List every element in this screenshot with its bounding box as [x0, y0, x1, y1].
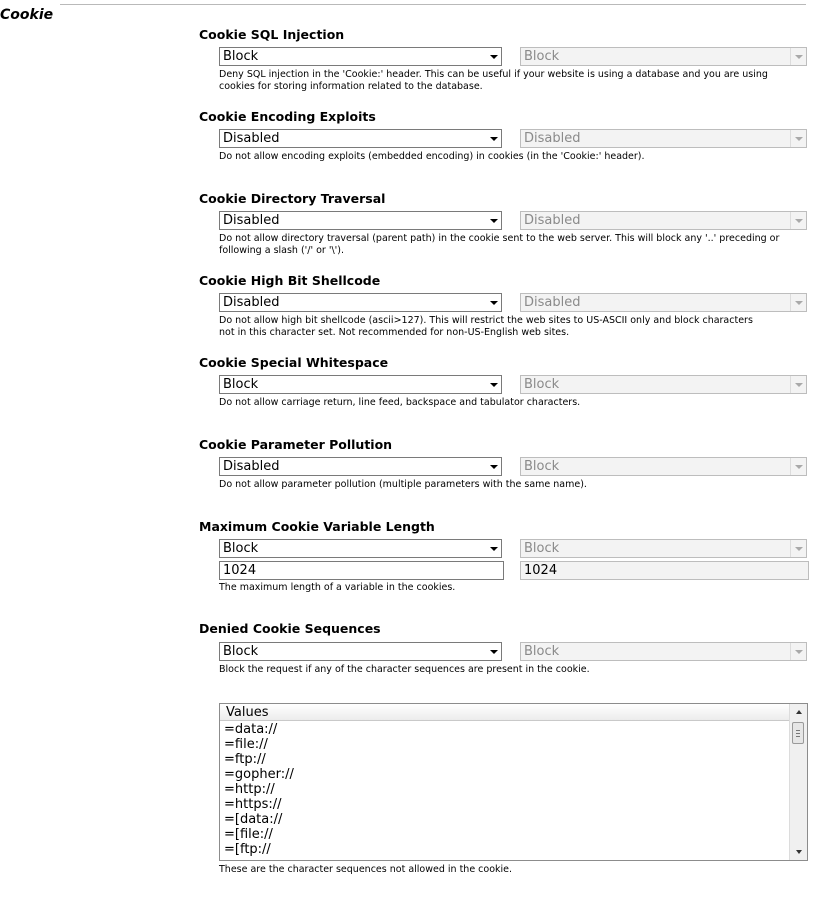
setting-description — [219, 151, 809, 163]
select-value: Block — [524, 377, 560, 392]
setting-cookie-high-bit-shellcode — [199, 273, 811, 343]
chevron-down-icon[interactable] — [486, 48, 501, 65]
sql-injection-inherited-select — [520, 47, 807, 66]
encoding-exploits-inherited-select — [520, 129, 807, 148]
select-value: Block — [524, 49, 560, 64]
setting-description — [219, 397, 809, 409]
setting-denied-cookie-sequences — [199, 621, 811, 881]
description-line: cookies for storing information related to the database. — [219, 81, 483, 92]
description-line: following a slash ('/' or '\'). — [219, 245, 345, 256]
parameter-pollution-select[interactable] — [219, 457, 502, 476]
setting-description — [219, 582, 809, 594]
select-value: Block — [223, 644, 259, 659]
setting-title: Cookie Directory Traversal — [199, 191, 386, 206]
max-variable-length-inherited-input: 1024 — [520, 561, 809, 580]
description-line: Deny SQL injection in the 'Cookie:' header. This can be useful if your website is using a database and you are using — [219, 69, 768, 80]
setting-maximum-cookie-variable-length — [199, 519, 811, 599]
chevron-down-icon — [790, 212, 806, 229]
select-value: Block — [223, 49, 259, 64]
max-variable-length-inherited-select — [520, 539, 807, 558]
setting-cookie-sql-injection — [199, 27, 811, 97]
setting-description — [219, 69, 809, 93]
values-list — [220, 722, 789, 857]
section-divider — [60, 4, 806, 5]
denied-sequences-listbox[interactable] — [219, 703, 808, 861]
setting-description — [219, 664, 809, 676]
list-item[interactable]: =file:// — [224, 737, 268, 752]
denied-sequences-inherited-select — [520, 642, 807, 661]
list-item[interactable]: =https:// — [224, 797, 282, 812]
select-value: Block — [524, 459, 560, 474]
chevron-down-icon[interactable] — [486, 540, 501, 557]
chevron-down-icon — [790, 48, 806, 65]
special-whitespace-inherited-select — [520, 375, 807, 394]
directory-traversal-inherited-select — [520, 211, 807, 230]
setting-description — [219, 479, 809, 491]
setting-title: Cookie Special Whitespace — [199, 355, 389, 370]
description-line: The maximum length of a variable in the cookies. — [219, 582, 456, 593]
setting-title: Cookie SQL Injection — [199, 27, 345, 42]
select-value: Block — [223, 377, 259, 392]
list-item[interactable]: =http:// — [224, 782, 275, 797]
chevron-down-icon — [790, 130, 806, 147]
description-line: Block the request if any of the character sequences are present in the cookie. — [219, 664, 590, 675]
setting-description — [219, 233, 809, 257]
description-line: Do not allow directory traversal (parent path) in the cookie sent to the web server. This will block any '..' preceding or — [219, 233, 780, 244]
description-line: Do not allow encoding exploits (embedded encoding) in cookies (in the 'Cookie:' header). — [219, 151, 645, 162]
select-value: Disabled — [524, 295, 581, 310]
scroll-up-icon[interactable] — [790, 704, 807, 720]
values-list-footer: These are the character sequences not allowed in the cookie. — [219, 864, 513, 875]
setting-cookie-special-whitespace — [199, 355, 811, 425]
chevron-down-icon[interactable] — [486, 294, 501, 311]
select-value: Disabled — [223, 459, 280, 474]
select-value: Disabled — [524, 131, 581, 146]
scroll-down-icon[interactable] — [790, 844, 807, 860]
description-line: Do not allow carriage return, line feed, backspace and tabulator characters. — [219, 397, 581, 408]
select-value: Block — [223, 541, 259, 556]
select-value: Disabled — [524, 213, 581, 228]
chevron-down-icon[interactable] — [486, 130, 501, 147]
description-line: not in this character set. Not recommended for non-US-English web sites. — [219, 327, 570, 338]
special-whitespace-select[interactable] — [219, 375, 502, 394]
description-line: Do not allow parameter pollution (multiple parameters with the same name). — [219, 479, 587, 490]
list-item[interactable]: =gopher:// — [224, 767, 294, 782]
list-item[interactable]: =[data:// — [224, 812, 283, 827]
encoding-exploits-select[interactable] — [219, 129, 502, 148]
setting-title: Cookie Encoding Exploits — [199, 109, 376, 124]
high-bit-shellcode-select[interactable] — [219, 293, 502, 312]
chevron-down-icon[interactable] — [486, 643, 501, 660]
chevron-down-icon — [790, 643, 806, 660]
max-variable-length-input[interactable]: 1024 — [219, 561, 504, 580]
select-value: Block — [524, 644, 560, 659]
setting-cookie-parameter-pollution — [199, 437, 811, 507]
scrollbar-thumb[interactable] — [792, 722, 804, 744]
setting-cookie-directory-traversal — [199, 191, 811, 261]
directory-traversal-select[interactable] — [219, 211, 502, 230]
max-variable-length-select[interactable] — [219, 539, 502, 558]
chevron-down-icon — [790, 376, 806, 393]
select-value: Disabled — [223, 213, 280, 228]
list-item[interactable]: =[file:// — [224, 827, 273, 842]
section-title: Cookie — [0, 7, 54, 23]
setting-title: Cookie High Bit Shellcode — [199, 273, 381, 288]
select-value: Disabled — [223, 295, 280, 310]
select-value: Block — [524, 541, 560, 556]
setting-title: Denied Cookie Sequences — [199, 621, 381, 636]
select-value: Disabled — [223, 131, 280, 146]
setting-title: Cookie Parameter Pollution — [199, 437, 393, 452]
parameter-pollution-inherited-select — [520, 457, 807, 476]
chevron-down-icon — [790, 540, 806, 557]
setting-title: Maximum Cookie Variable Length — [199, 519, 435, 534]
list-item[interactable]: =[ftp:// — [224, 842, 271, 857]
chevron-down-icon — [790, 294, 806, 311]
vertical-scrollbar[interactable] — [789, 704, 807, 860]
chevron-down-icon — [790, 458, 806, 475]
list-item[interactable]: =ftp:// — [224, 752, 266, 767]
chevron-down-icon[interactable] — [486, 376, 501, 393]
setting-cookie-encoding-exploits — [199, 109, 811, 179]
high-bit-shellcode-inherited-select — [520, 293, 807, 312]
list-item[interactable]: =data:// — [224, 722, 278, 737]
sql-injection-select[interactable] — [219, 47, 502, 66]
chevron-down-icon[interactable] — [486, 212, 501, 229]
values-column-header[interactable]: Values — [220, 704, 789, 721]
setting-description — [219, 315, 809, 339]
description-line: Do not allow high bit shellcode (ascii>127). This will restrict the web sites to US-ASCII only and block characters — [219, 315, 753, 326]
denied-sequences-select[interactable] — [219, 642, 502, 661]
chevron-down-icon[interactable] — [486, 458, 501, 475]
